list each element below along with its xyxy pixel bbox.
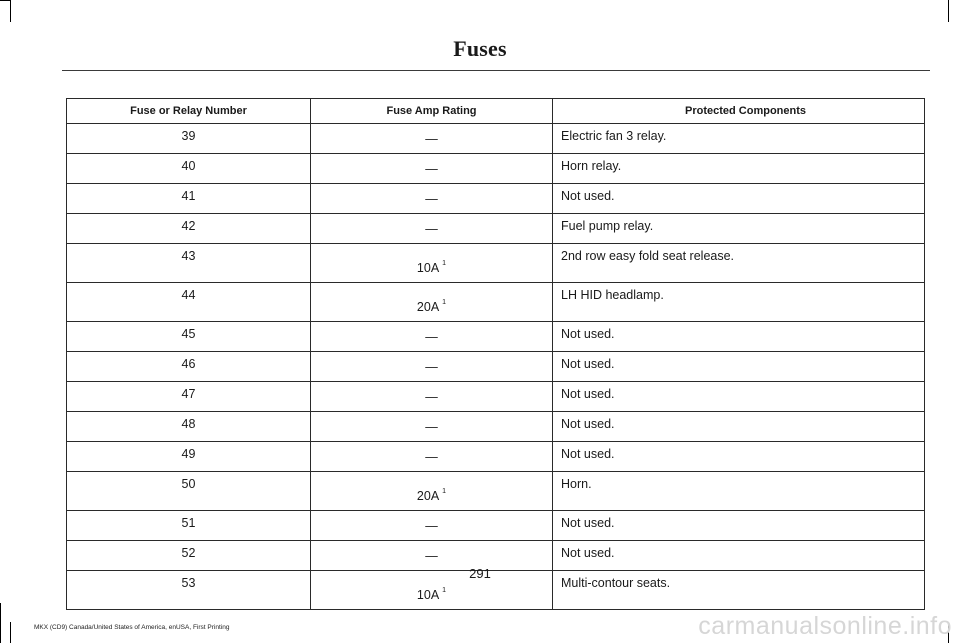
fuse-number-cell: 49	[67, 442, 311, 472]
amp-rating-value: —	[425, 449, 438, 464]
fuse-number-cell: 48	[67, 412, 311, 442]
amp-rating-cell	[311, 154, 553, 184]
page-title: Fuses	[453, 36, 507, 61]
protected-component-cell: Fuel pump relay.	[553, 214, 925, 244]
fuse-number-cell: 40	[67, 154, 311, 184]
crop-mark	[10, 0, 11, 22]
amp-rating-value: 20A	[416, 489, 440, 503]
protected-component-cell: Horn.	[553, 472, 925, 511]
footer-text: MKX (CD9) Canada/United States of America, enUSA, First Printing	[34, 624, 230, 631]
table-row	[67, 184, 925, 214]
amp-rating-cell	[311, 283, 553, 322]
fuse-number-cell: 51	[67, 511, 311, 541]
fuse-number-cell: 42	[67, 214, 311, 244]
amp-rating-value: —	[425, 389, 438, 404]
amp-rating-value: —	[425, 191, 438, 206]
protected-component-cell: Not used.	[553, 184, 925, 214]
footnote-marker: 1	[442, 299, 447, 306]
table-row	[67, 283, 925, 322]
footnote-marker: 1	[442, 260, 447, 267]
page-number: 291	[469, 566, 491, 581]
table-row	[67, 511, 925, 541]
amp-rating-value: —	[425, 131, 438, 146]
amp-rating-cell	[311, 511, 553, 541]
fuse-table	[66, 98, 925, 610]
fuse-number-cell: 47	[67, 382, 311, 412]
amp-rating-value: 20A	[416, 300, 440, 314]
protected-component-cell: LH HID headlamp.	[553, 283, 925, 322]
table-row	[67, 214, 925, 244]
table-row	[67, 244, 925, 283]
amp-rating-cell	[311, 214, 553, 244]
fuse-number-cell: 50	[67, 472, 311, 511]
fuse-number-cell: 39	[67, 124, 311, 154]
amp-rating-value: 10A	[416, 588, 440, 602]
amp-rating-value: —	[425, 329, 438, 344]
fuse-number-cell: 43	[67, 244, 311, 283]
crop-mark	[10, 622, 11, 643]
crop-mark	[948, 0, 949, 22]
protected-component-cell: Not used.	[553, 511, 925, 541]
protected-component-cell: Not used.	[553, 382, 925, 412]
title-divider	[62, 70, 930, 71]
table-row	[67, 412, 925, 442]
amp-rating-value: —	[425, 548, 438, 563]
fuse-number-cell: 45	[67, 322, 311, 352]
amp-rating-cell	[311, 352, 553, 382]
table-row	[67, 382, 925, 412]
table-row	[67, 442, 925, 472]
protected-component-cell: Not used.	[553, 352, 925, 382]
column-header-number: Fuse or Relay Number	[67, 99, 311, 124]
column-header-amp: Fuse Amp Rating	[311, 99, 553, 124]
protected-component-cell: 2nd row easy fold seat release.	[553, 244, 925, 283]
amp-rating-cell	[311, 442, 553, 472]
fuse-number-cell: 53	[67, 571, 311, 610]
table-row	[67, 154, 925, 184]
protected-component-cell: Not used.	[553, 541, 925, 571]
amp-rating-value: 10A	[416, 261, 440, 275]
footnote-marker: 1	[442, 488, 447, 495]
amp-rating-cell	[311, 322, 553, 352]
table-row	[67, 472, 925, 511]
amp-rating-cell	[311, 124, 553, 154]
amp-rating-cell	[311, 412, 553, 442]
column-header-components: Protected Components	[553, 99, 925, 124]
crop-mark	[0, 0, 10, 1]
protected-component-cell: Not used.	[553, 412, 925, 442]
amp-rating-value: —	[425, 419, 438, 434]
fuse-number-cell: 46	[67, 352, 311, 382]
table-header-row	[67, 99, 925, 124]
protected-component-cell: Horn relay.	[553, 154, 925, 184]
amp-rating-cell	[311, 184, 553, 214]
fuse-number-cell: 44	[67, 283, 311, 322]
protected-component-cell: Not used.	[553, 322, 925, 352]
amp-rating-cell	[311, 382, 553, 412]
fuse-number-cell: 52	[67, 541, 311, 571]
fuse-number-cell: 41	[67, 184, 311, 214]
amp-rating-cell	[311, 244, 553, 283]
protected-component-cell: Electric fan 3 relay.	[553, 124, 925, 154]
amp-rating-value: —	[425, 518, 438, 533]
table-row	[67, 124, 925, 154]
amp-rating-value: —	[425, 221, 438, 236]
protected-component-cell: Multi-contour seats.	[553, 571, 925, 610]
table-row	[67, 322, 925, 352]
protected-component-cell: Not used.	[553, 442, 925, 472]
watermark: carmanualsonline.info	[698, 612, 952, 640]
amp-rating-value: —	[425, 161, 438, 176]
footnote-marker: 1	[442, 587, 447, 594]
amp-rating-value: —	[425, 359, 438, 374]
amp-rating-cell	[311, 472, 553, 511]
crop-mark	[0, 603, 1, 643]
fuse-table-body	[67, 124, 925, 610]
table-row	[67, 352, 925, 382]
